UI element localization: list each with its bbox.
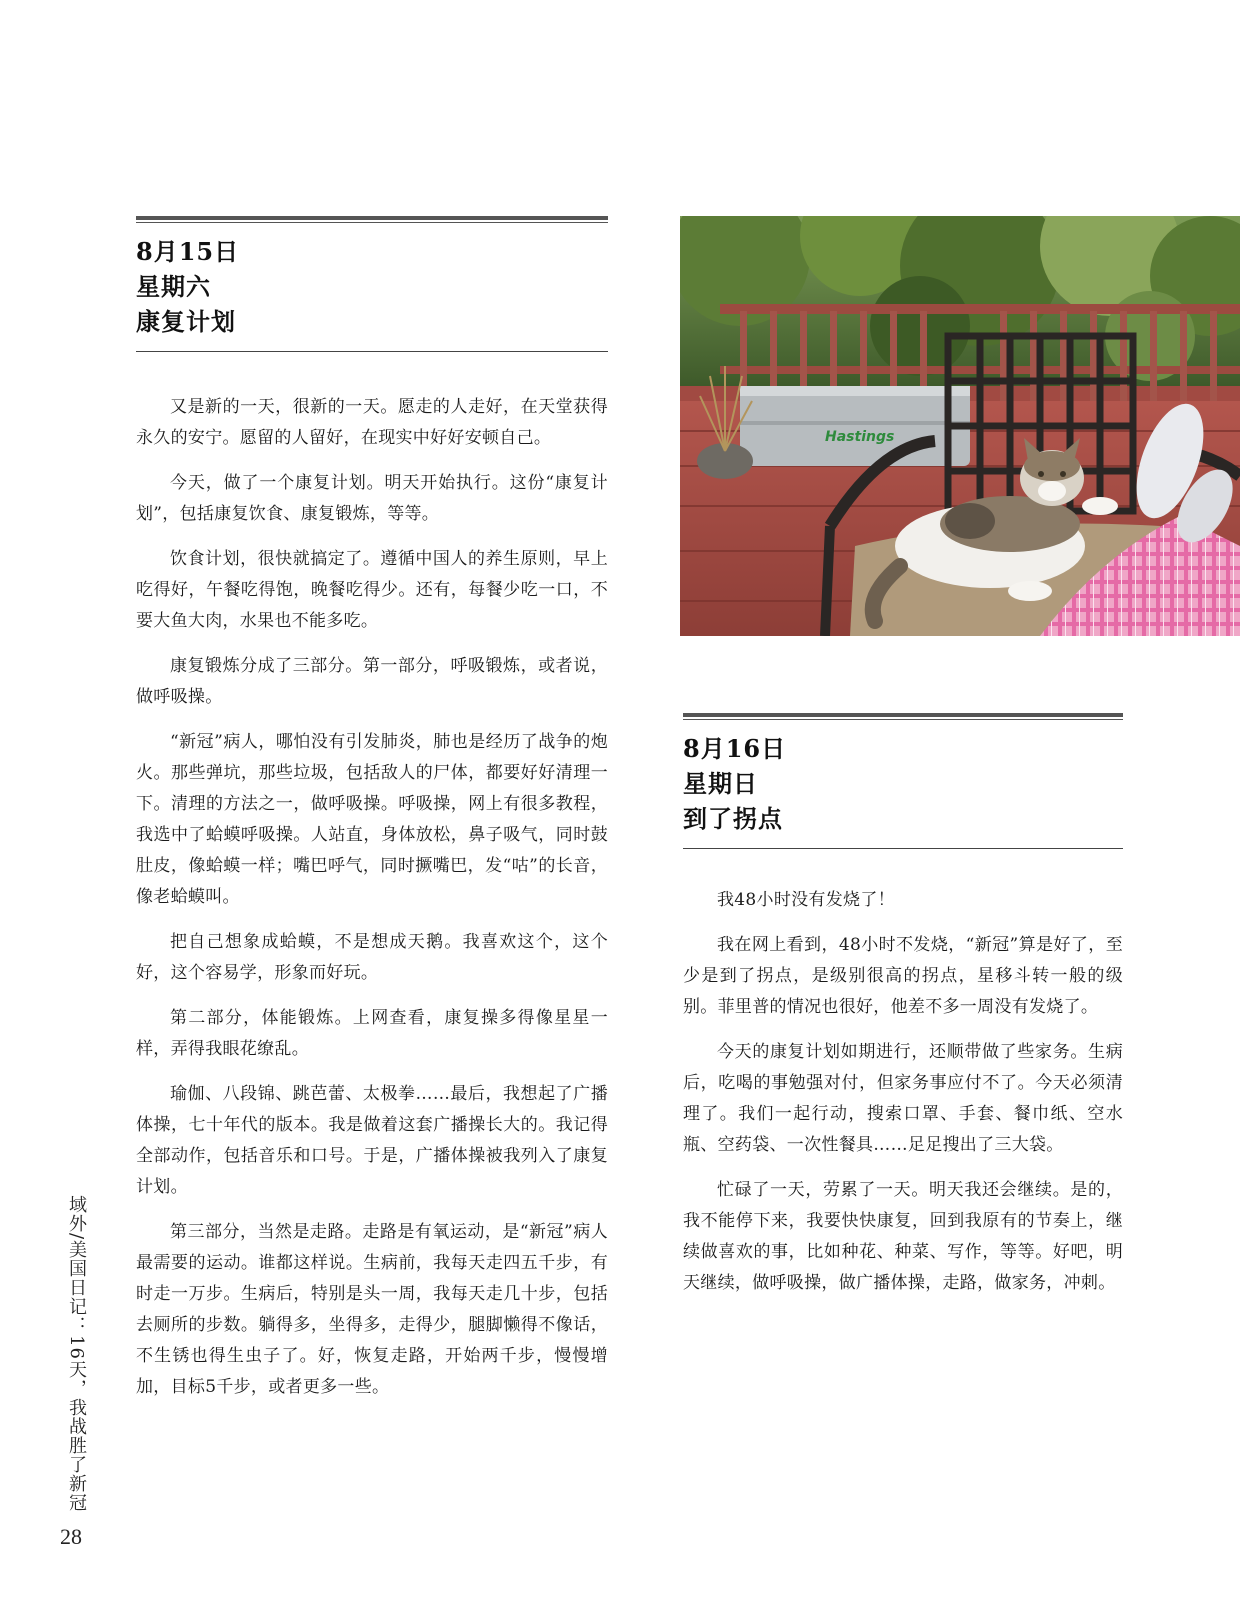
page-number: 28	[60, 1524, 82, 1549]
paragraph: 瑜伽、八段锦、跳芭蕾、太极拳……最后，我想起了广播体操，七十年代的版本。我是做着这套广播操长大的。我记得全部动作，包括音乐和口号。于是，广播体操被我列入了康复计划。	[136, 1084, 608, 1197]
paragraph: 第二部分，体能锻炼。上网查看，康复操多得像星星一样，弄得我眼花缭乱。	[136, 1008, 608, 1059]
paragraph: 把自己想象成蛤蟆，不是想成天鹅。我喜欢这个，这个好，这个容易学，形象而好玩。	[136, 932, 608, 983]
entry-weekday: 星期六	[136, 272, 211, 301]
photo-illustration	[680, 216, 1240, 636]
bottom-rule	[683, 848, 1123, 849]
entry-title: 到了拐点	[683, 804, 783, 833]
paragraph: 我在网上看到，48小时不发烧，“新冠”算是好了，至少是到了拐点，是级别很高的拐点，星移斗转一般的级别。菲里普的情况也很好，他差不多一周没有发烧了。	[683, 935, 1123, 1017]
paragraph: “新冠”病人，哪怕没有引发肺炎，肺也是经历了战争的炮火。那些弹坑，那些垃圾，包括敌人的尸体，都要好好清理一下。清理的方法之一，做呼吸操。呼吸操，网上有很多教程，我选中了蛤蟆呼吸操。人站直，身体放松，鼻子吸气，同时鼓肚皮，像蛤蟆一样；嘴巴呼气，同时撅嘴巴，发“咕”的长音，像老蛤蟆叫。	[136, 732, 608, 907]
paragraph: 忙碌了一天，劳累了一天。明天我还会继续。是的，我不能停下来，我要快快康复，回到我原有的节奏上，继续做喜欢的事，比如种花、种菜、写作，等等。好吧，明天继续，做呼吸操，做广播体操，走路，做家务，冲刺。	[683, 1180, 1123, 1293]
paragraph: 今天，做了一个康复计划。明天开始执行。这份“康复计划”，包括康复饮食、康复锻炼，等等。	[136, 473, 608, 524]
entry-date: 8月15日	[136, 237, 240, 266]
paragraph: 今天的康复计划如期进行，还顺带做了些家务。生病后，吃喝的事勉强对付，但家务事应付不了。今天必须清理了。我们一起行动，搜索口罩、手套、餐巾纸、空水瓶、空药袋、一次性餐具……足足搜出了三大袋。	[683, 1042, 1123, 1155]
entry-aug-15	[136, 216, 608, 1417]
entry-date: 8月16日	[683, 734, 787, 763]
paragraph: 又是新的一天，很新的一天。愿走的人走好，在天堂获得永久的安宁。愿留的人留好，在现实中好好安顿自己。	[136, 397, 608, 448]
entry-body	[136, 392, 608, 1403]
bottom-rule	[136, 351, 608, 352]
entry-aug-16	[683, 713, 1123, 1313]
entry-body	[683, 885, 1123, 1299]
paragraph: 第三部分，当然是走路。走路是有氧运动，是“新冠”病人最需要的运动。谁都这样说。生病前，我每天走四五千步，有时走一万步。生病后，特别是头一周，我每天走几十步，包括去厕所的步数。躺得多，坐得多，走得少，腿脚懒得不像话，不生锈也得生虫子了。好，恢复走路，开始两千步，慢慢增加，目标5千步，或者更多一些。	[136, 1222, 608, 1397]
planter-label: Hastings	[825, 429, 895, 445]
paragraph: 康复锻炼分成了三部分。第一部分，呼吸锻炼，或者说，做呼吸操。	[136, 656, 608, 707]
entry-weekday: 星期日	[683, 769, 758, 798]
paragraph: 饮食计划，很快就搞定了。遵循中国人的养生原则，早上吃得好，午餐吃得饱，晚餐吃得少。还有，每餐少吃一口，不要大鱼大肉，水果也不能多吃。	[136, 549, 608, 631]
top-rule	[136, 216, 608, 220]
photo-cat-on-deck	[680, 216, 1240, 636]
entry-title: 康复计划	[136, 307, 236, 336]
top-rule	[683, 713, 1123, 717]
running-title: 域外/美国日记：16天，我战胜了新冠	[66, 1195, 87, 1512]
paragraph: 我48小时没有发烧了！	[717, 890, 895, 910]
entry-header	[136, 220, 608, 351]
entry-header	[683, 717, 1123, 848]
